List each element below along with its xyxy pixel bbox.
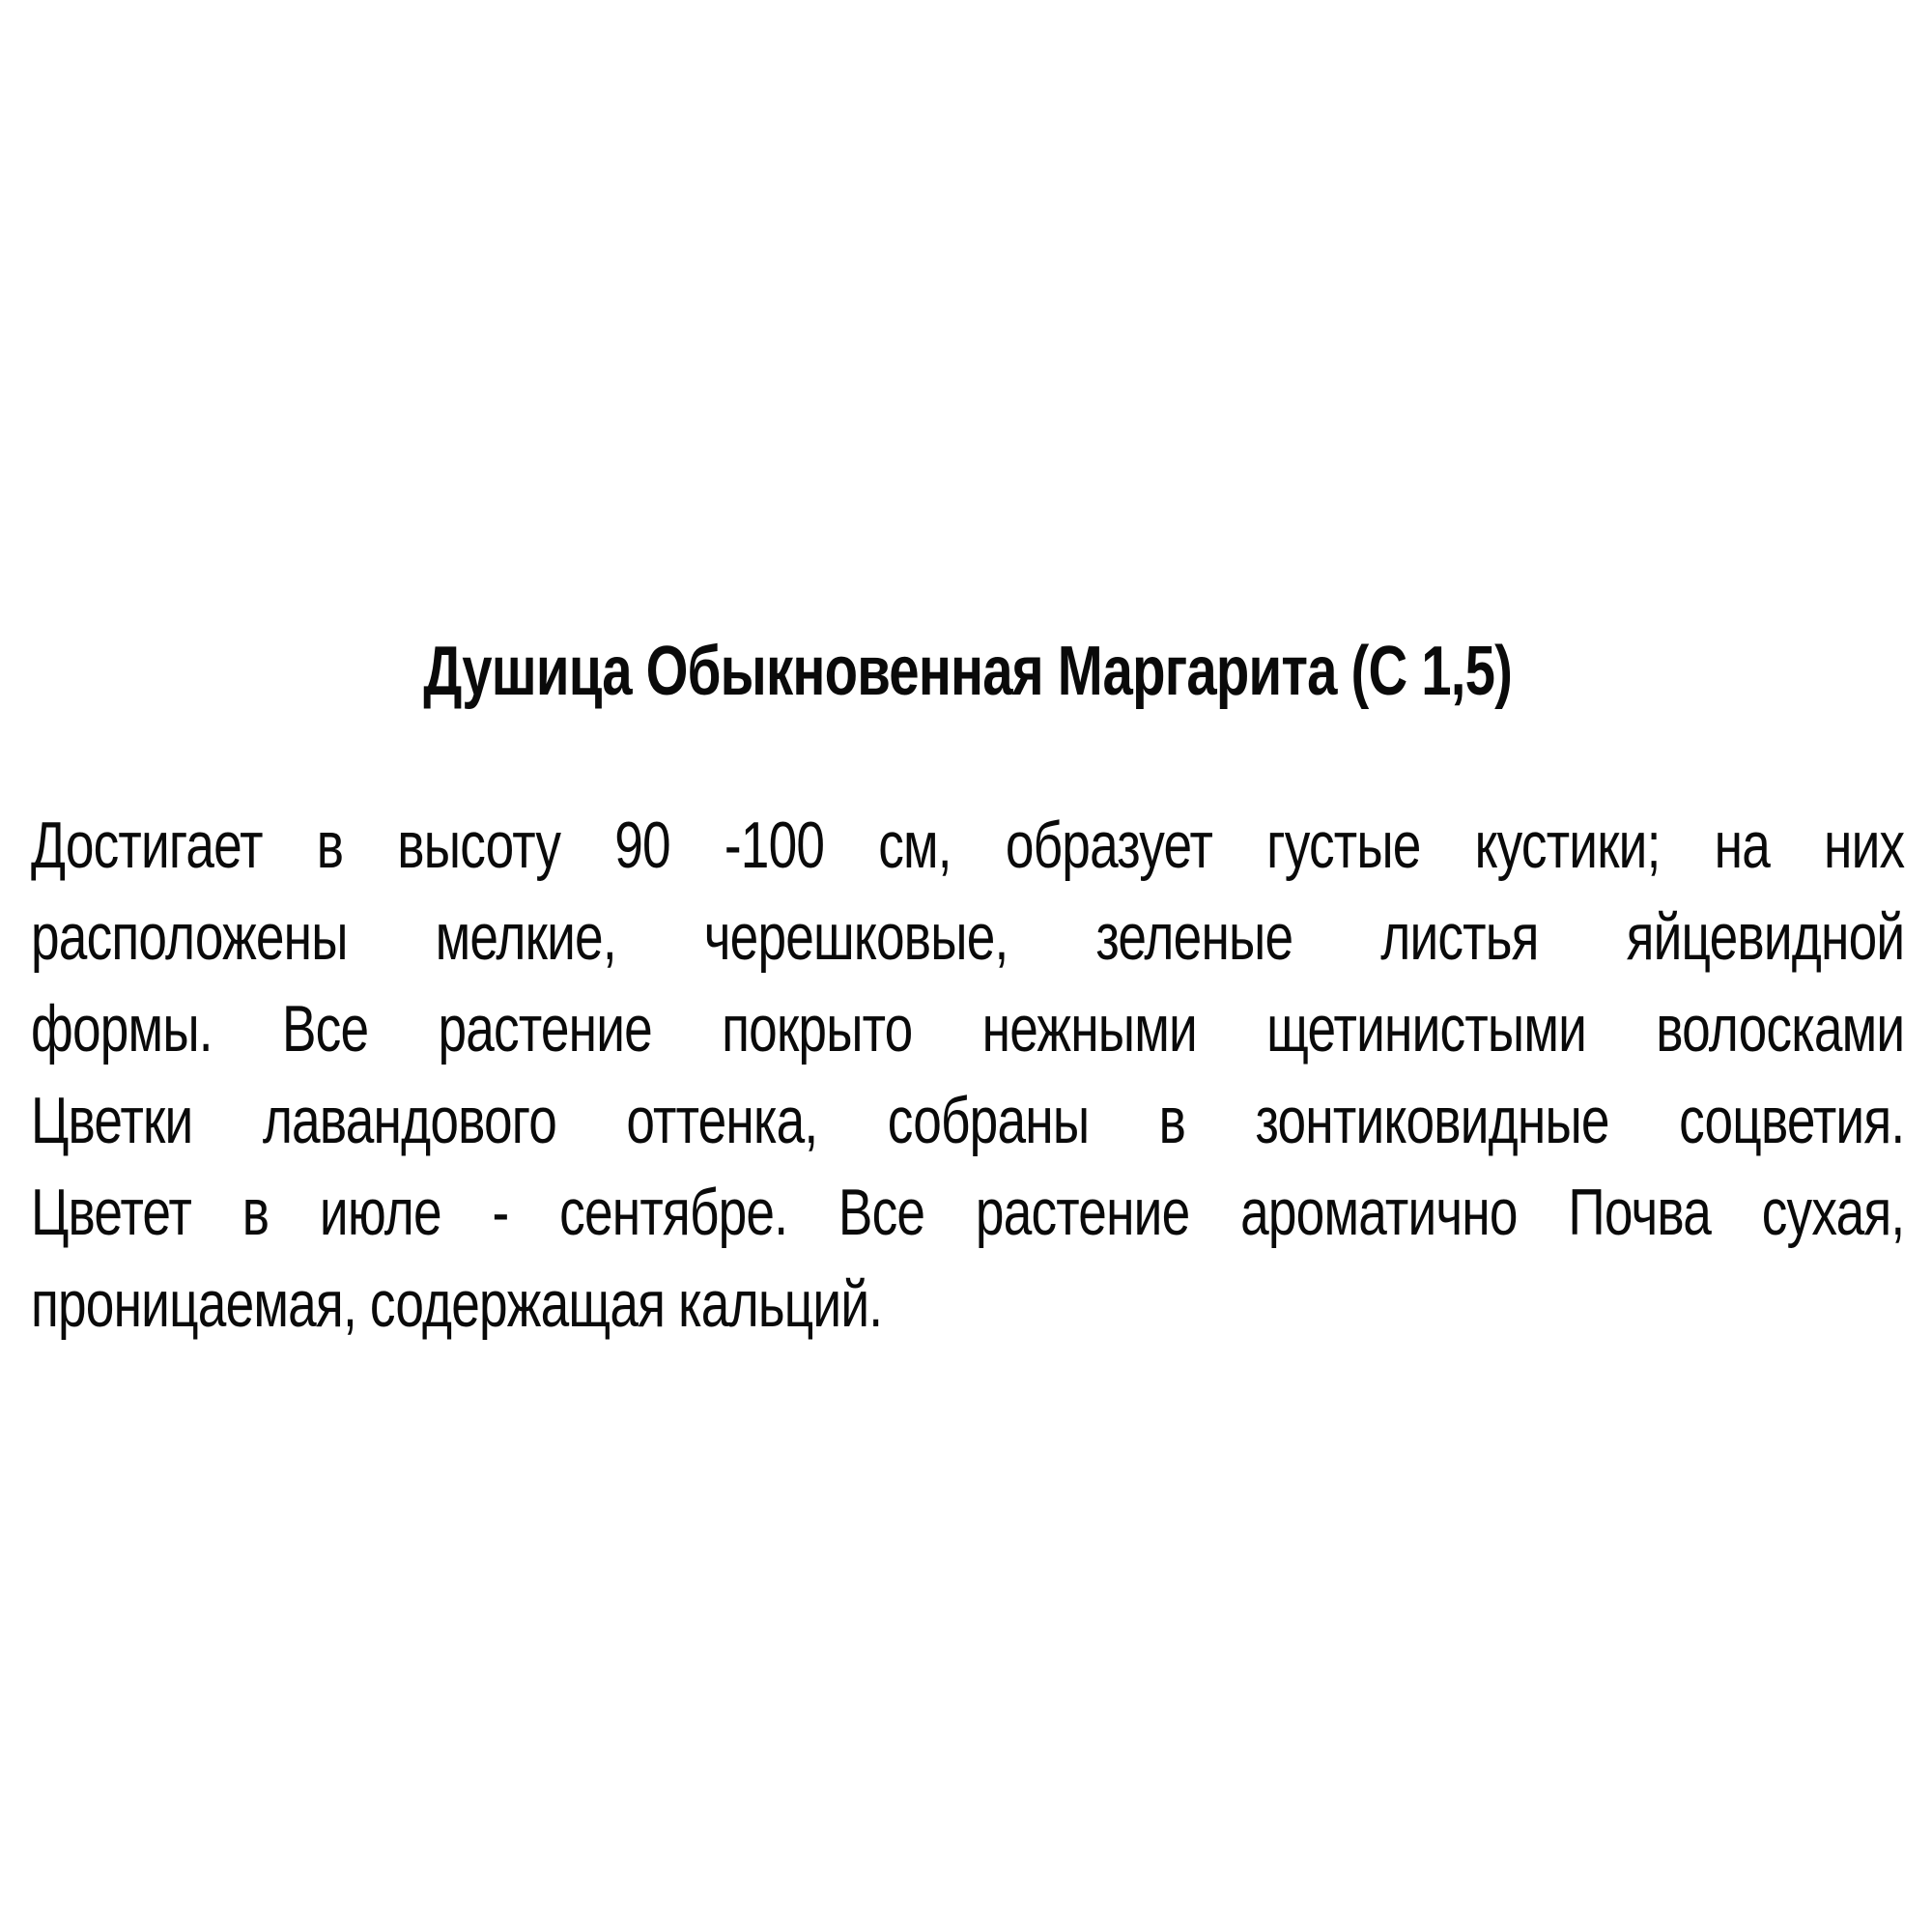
document-content [31,626,1932,1350]
paragraph-line: Цветки лавандового оттенка, собраны в зонтиковидные соцветия. [31,1084,1905,1157]
paragraph-line: формы. Все растение покрыто нежными щетинистыми волосками [31,992,1905,1065]
paragraph-line: Достигает в высоту 90 -100 см, образует густые кустики; на них [31,809,1905,882]
text-block [31,626,1904,1350]
document-title: Душица Обыкновенная Маргарита (С 1,5) [423,633,1513,710]
paragraph-line: расположены мелкие, черешковые, зеленые листья яйцевидной [31,900,1905,974]
paragraph-line-last: проницаемая, содержащая кальций. [31,1267,883,1341]
paragraph-line: Цветет в июле - сентябре. Все растение ароматично Почва сухая, [31,1176,1905,1249]
title-paragraph-gap [31,718,1904,800]
